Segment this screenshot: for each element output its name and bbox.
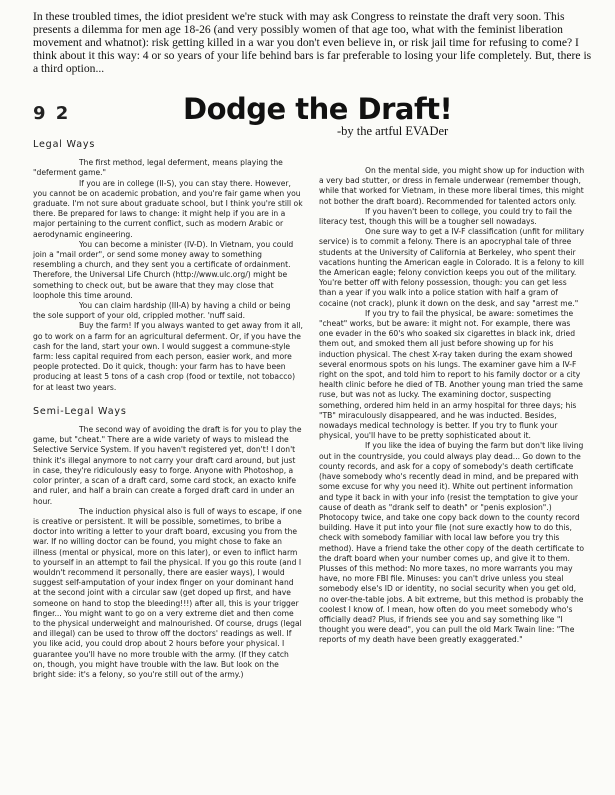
paragraph: If you haven't been to college, you could try to fail the literacy test, though this will be a tougher sell nowadays.: [319, 206, 572, 227]
paragraph: You can claim hardship (III-A) by having a child or being the sole support of your old, crippled mother. 'nuff said.: [33, 301, 291, 321]
intro-paragraph: In these troubled times, the idiot president we're stuck with may ask Congress to reinstate the draft very soon. This presents a dilemma for men age 18-26 (and very possibly women of that age too, what with the feminist liberation movement and whatnot): risk getting killed in a war you don't even believe in, or risk jail time for refusing to come? I think about it this way: 4 or so years of your life behind bars is far preferable to losing your life completely. But, there is a third option...: [33, 10, 592, 76]
left-column: [33, 140, 303, 680]
paragraph: You can become a minister (IV-D). In Vietnam, you could join a "mail order", or send some money away to something resembling a church, and they sent you a certificate of ordainment. Therefore, the Universal Life Church (http://www.ulc.org/) might be something to check out, but be aware that they may close that loophole this time around.: [33, 239, 294, 300]
paragraph: If you try to fail the physical, be aware: sometimes the "cheat" works, but be aware: it might not. For example, there was one evader in the 60's who soaked six cigarettes in black ink, dried them out, and smoked them all just before showing up for his induction physical. The chest X-ray taken during the exam showed several enormous spots on his lungs. The examiner gave him a IV-F right on the spot, and told him to report to his family doctor or a city health clinic before he died of TB. Another young man tried the same ruse, but was not as lucky. The examining doctor, suspecting something, ordered him held in an army hospital for three days; his "TB" miraculously disappeared, and he was inducted. Besides, nowadays medical technology is better. If you try to flunk your physical, you'll have to be pretty sophisticated about it.: [319, 308, 583, 441]
paragraph: If you like the idea of buying the farm but don't like living out in the countryside, you could always play dead... Go down to the county records, and ask for a copy of somebody's death certificate (have somebody who's recently dead in mind, and be prepared with some excuse for why you need it). White out pertinent information and type it back in with your info (resist the temptation to give your cause of death as "drank self to death" or "penis explosion".) Photocopy twice, and take one copy back down to the county record building. Have it put into your file (not sure exactly how to do this, check with somebody familiar with local law before you try this method). Have a friend take the other copy of the death certificate to the draft board when your number comes up, and give it to them. Plusses of this method: No more taxes, no more warrants you may have, no more FBI file. Minuses: you can't drive unless you steal somebody else's ID or identity, no social security when you get old, no over-the-table jobs. A bit extreme, but this method is probably the coolest I know of. I mean, how often do you meet somebody who's officially dead? Plus, if friends see you and say something like "I thought you were dead", you can pull the old Mark Twain line: "The reports of my death have been greatly exaggerated.": [319, 441, 584, 645]
section-heading-semi-legal: Semi-Legal Ways: [33, 405, 127, 417]
byline: -by the artful EVADer: [337, 124, 449, 138]
paragraph: If you are in college (II-S), you can stay there. However, you cannot be on academic probation, and you're fair game when you graduate. I'm not sure about graduate school, but I think you're still ok there. Be prepared for laws to change: it might help if you are in a major pertaining to the current conflict, such as modern Arabic or aerodynamic engineering.: [33, 178, 303, 239]
paragraph: The induction physical also is full of ways to escape, if one is creative or persistent. It will be possible, sometimes, to bribe a doctor into writing a letter to your draft board, excusing you from the war. If no willing doctor can be found, you might chose to fake an illness (mental or physical, more on this later), or even to inflict harm to yourself in an attempt to fail the physical. If you go this route (and I wouldn't recommend it personally, there are easier ways), I would suggest self-amputation of your index finger on your dominant hand at the second joint with a circular saw (get doped up first, and have someone on hand to stop the bleeding!!!) after all, this is your trigger finger... You might want to go on a very extreme diet and then come to the physical underweight and malnourished. Of course, drugs (legal and illegal) can be used to throw off the doctors' readings as well. If you like acid, you could drop about 2 hours before your physical. I guarantee you'll have no more trouble with the army. (If they catch on, though, you might have trouble with the law. But look on the bright side: it's a felony, so you're still out of the army.): [33, 506, 302, 679]
paragraph: On the mental side, you might show up for induction with a very bad stutter, or dress in female underwear (remember though, while that worked for Vietnam, in these more liberal times, this might not bother the draft board). Recommended for talented actors only.: [319, 166, 585, 206]
paragraph: One sure way to get a IV-F classification (unfit for military service) is to commit a felony. There is an apocryphal tale of three students at the University of California at Berkeley, who spent their vacations hunting the American eagle in Colorado. It is a felony to kill the American eagle; felony conviction keeps you out of the military. You're better off with felony possession, though: you can get less than a year if you walk into a police station with half a gram of cocaine (not crack), plunk it down on the desk, and say "arrest me.": [319, 227, 585, 308]
paragraph: The first method, legal deferment, means playing the "deferment game.": [33, 158, 283, 178]
article-title: Dodge the Draft!: [183, 92, 453, 126]
paragraph: The second way of avoiding the draft is for you to play the game, but "cheat." There are a wide variety of ways to mislead the Selective Service System. If you haven't registered yet, don't! I don't think it's illegal anymore to not carry your draft card around, but just in case, they're ridiculously easy to forge. Anyone with Photoshop, a color printer, a scan of a draft card, some card stock, an exacto knife and ruler, and half a brain can create a forged draft card in under an hour.: [33, 425, 302, 506]
page-number: 9 2: [33, 103, 71, 124]
paragraph: Buy the farm! If you always wanted to get away from it all, go to work on a farm for an agricultural deferment. Or, if you have the cash for the land, start your own. I would suggest a commune-style farm: less capital required from each person, easier work, and more people protected. Do it quick, though: your farm has to have been producing at least 5 tons of a cash crop (food or textile, not tobacco) for at least two years.: [33, 321, 303, 392]
right-column: [319, 166, 585, 646]
section-heading-legal: Legal Ways: [33, 139, 96, 150]
